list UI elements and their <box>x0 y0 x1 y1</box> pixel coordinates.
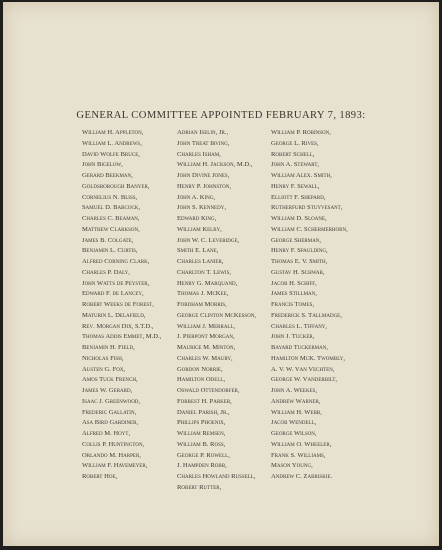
committee-member-name: Frederick S. Tallmadge, <box>271 311 342 319</box>
committee-member-name: Charles W. Maury, <box>177 354 233 362</box>
committee-member-name: John Treat Irving, <box>177 139 230 147</box>
names-column-3 <box>271 128 348 483</box>
committee-member-name: William H. Webb, <box>271 408 322 416</box>
committee-member-name: Gustav H. Schwab, <box>271 268 325 276</box>
committee-member-name: William D. Sloane, <box>271 215 327 222</box>
names-column-2 <box>177 128 256 494</box>
committee-member-name: Matthew Clarkson, <box>82 225 140 233</box>
committee-member-name: Frank S. Williams, <box>271 451 326 459</box>
names-column-1 <box>82 128 161 483</box>
committee-member-name: William P. Robinson, <box>271 129 331 136</box>
committee-member-name: Charles L. Tiffany, <box>271 322 328 330</box>
committee-member-name: Mason Young, <box>271 462 313 470</box>
committee-member-name: Austen G. Fox, <box>82 365 126 373</box>
committee-member-name: Daniel Parish, Jr., <box>177 408 230 416</box>
committee-member-name: Thomas E. V. Smith, <box>271 258 328 265</box>
committee-member-name: David Wolfe Bruce, <box>82 150 140 158</box>
committee-member-name: Smith E. Lane, <box>177 247 219 255</box>
committee-member-name: John A. Weekes, <box>271 387 318 394</box>
committee-member-name: William H. Jackson, M.D., <box>177 161 253 169</box>
committee-member-name: John S. Kennedy, <box>177 204 226 212</box>
committee-member-name: Benjamin L. Curtis, <box>82 247 138 255</box>
committee-member-name: Henry G. Marquand, <box>177 279 238 287</box>
committee-member-name: J. Hampden Robb, <box>177 462 227 470</box>
committee-member-name: Frederic Gallatin, <box>82 408 137 416</box>
committee-member-name: Rutherfurd Stuyvesant, <box>271 204 343 212</box>
committee-member-name: William H. Appleton, <box>82 129 144 136</box>
committee-member-name: Elliott F. Shepard, <box>271 193 326 201</box>
committee-member-name: Charles Lanier, <box>177 258 224 265</box>
committee-member-name: A. V. W. Van Vechten, <box>271 365 335 373</box>
document-page <box>3 2 439 546</box>
committee-member-name: William Kelby, <box>177 225 222 233</box>
committee-member-name: William L. Andrews, <box>82 139 142 147</box>
committee-member-name: Cornelius N. Bliss, <box>82 193 138 201</box>
committee-member-name: Collis P. Huntington, <box>82 440 145 448</box>
committee-member-name: John Watts de Peyster, <box>82 279 150 287</box>
committee-member-name: Thomas J. McKee, <box>177 290 229 298</box>
committee-member-name: Edward King, <box>177 215 217 222</box>
committee-member-name: Andrew Warner, <box>271 397 321 405</box>
committee-member-name: Benjamin H. Field, <box>82 344 135 351</box>
committee-member-name: Thomas Addis Emmet, M.D., <box>82 333 162 341</box>
committee-member-name: Charles P. Daly, <box>82 268 130 276</box>
committee-member-name: Jacob Wendell, <box>271 419 317 427</box>
committee-member-name: Francis Tomes, <box>271 301 315 308</box>
committee-member-name: Amos Tuck French, <box>82 376 138 384</box>
committee-member-name: Charlton T. Lewis, <box>177 268 231 276</box>
committee-member-name: Robert Rutter, <box>177 483 222 491</box>
committee-member-name: Andrew C. Zabriskie. <box>271 473 333 480</box>
committee-member-name: William B. Ross, <box>177 440 226 448</box>
committee-member-name: Hamilton Odell, <box>177 376 226 384</box>
committee-member-name: Phillips Phoenix, <box>177 419 226 427</box>
committee-member-name: James W. Gerard, <box>82 387 133 394</box>
page-title: GENERAL COMMITTEE APPOINTED FEBRUARY 7, 1893: <box>76 110 366 121</box>
committee-member-name: John W. C. Leveridge, <box>177 236 240 244</box>
committee-member-name: John Bigelow, <box>82 161 123 169</box>
committee-member-name: Alfred Corning Clark, <box>82 258 150 265</box>
committee-member-name: Nicholas Fish, <box>82 354 124 362</box>
committee-member-name: Henry P. Johnston, <box>177 182 231 190</box>
committee-member-name: Oswald Ottendorfer, <box>177 387 240 394</box>
committee-member-name: William Remsen, <box>177 430 226 437</box>
committee-member-name: William C. Schermerhorn, <box>271 225 348 233</box>
committee-member-name: Henry F. Spaulding, <box>271 247 328 255</box>
committee-member-name: Maurice M. Minton, <box>177 344 236 351</box>
committee-member-name: Robert Hoe, <box>82 473 118 480</box>
committee-member-name: Bayard Tuckerman, <box>271 344 328 351</box>
committee-member-name: Henry F. Sewall, <box>271 182 320 190</box>
committee-member-name: Robert Schell, <box>271 150 315 158</box>
committee-member-name: John J. Tucker, <box>271 333 315 341</box>
committee-member-name: George W. Vanderbilt, <box>271 376 338 384</box>
committee-member-name: Rev. Morgan Dix, S.T.D., <box>82 322 154 330</box>
committee-member-name: John A. Stewart, <box>271 161 320 169</box>
committee-member-name: George Wilson, <box>271 430 317 437</box>
committee-member-name: Samuel D. Babcock, <box>82 204 141 212</box>
committee-member-name: John Divine Jones, <box>177 172 230 179</box>
committee-member-name: George P. Rowell, <box>177 451 230 459</box>
committee-member-name: James B. Colgate, <box>82 236 134 244</box>
committee-member-name: Forrest H. Parker, <box>177 397 232 405</box>
committee-member-name: Hamilton McK. Twombly, <box>271 354 346 362</box>
committee-member-name: Alfred M. Hoyt, <box>82 430 131 437</box>
committee-member-name: Orlando M. Harper, <box>82 451 141 459</box>
committee-member-name: Edward F. de Lancey, <box>82 290 144 298</box>
committee-member-name: Isaac J. Greenwood, <box>82 397 141 405</box>
committee-member-name: Adrian Iselin, Jr., <box>177 129 229 136</box>
committee-member-name: Gerard Beekman, <box>82 172 133 179</box>
committee-member-name: George L. Rives, <box>271 139 319 147</box>
committee-member-name: Fordham Morris, <box>177 301 227 308</box>
committee-member-name: Robert Weeks de Forest, <box>82 301 154 308</box>
committee-member-name: Charles C. Beaman, <box>82 215 140 222</box>
committee-member-name: James Stillman, <box>271 290 317 298</box>
committee-member-name: Maturin L. Delafield, <box>82 311 146 319</box>
committee-member-name: Charles Isham, <box>177 150 221 158</box>
committee-member-name: Goldsborough Banyer, <box>82 182 150 190</box>
committee-member-name: J. Pierpont Morgan, <box>177 333 235 341</box>
committee-member-name: John A. King, <box>177 193 216 201</box>
committee-member-name: William O. Wheeler, <box>271 440 332 448</box>
committee-member-name: William Alex. Smith, <box>271 172 332 179</box>
committee-member-name: Charles Howland Russell, <box>177 473 256 480</box>
committee-member-name: Gordon Norrie, <box>177 365 223 373</box>
committee-member-name: George Sherman, <box>271 236 322 244</box>
committee-member-name: Asa Bird Gardiner, <box>82 419 139 427</box>
committee-member-name: George Clinton McKesson, <box>177 311 257 319</box>
committee-member-name: William F. Havemeyer, <box>82 462 148 470</box>
committee-member-name: Jacob H. Schiff, <box>271 279 317 287</box>
committee-member-name: William J. Merrall, <box>177 322 236 330</box>
